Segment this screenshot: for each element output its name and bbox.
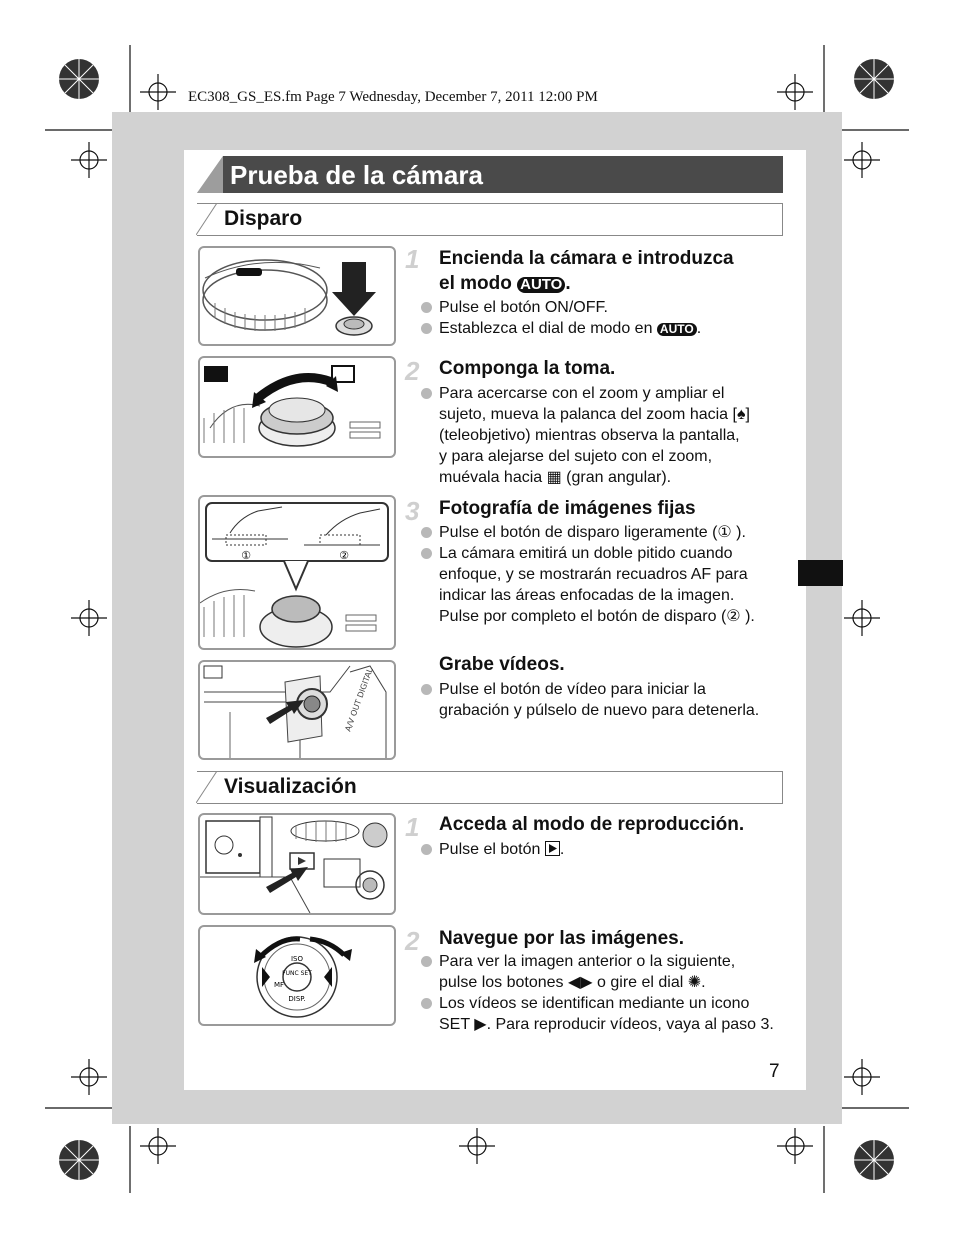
bullet-line: Los vídeos se identifican mediante un icono bbox=[439, 995, 750, 1012]
step-1-bullets bbox=[421, 297, 791, 339]
step-title-movie: Grabe vídeos. bbox=[439, 654, 565, 675]
label-av-out: A/V OUT DIGITAL bbox=[343, 666, 375, 733]
auto-mode-icon: AUTO bbox=[517, 277, 565, 293]
step-2-bullets bbox=[421, 383, 791, 488]
bullet bbox=[421, 383, 791, 488]
step-number-play-1: 1 bbox=[405, 812, 420, 842]
label-func-set: FUNC SET bbox=[282, 970, 312, 977]
step-play-1-bullets bbox=[421, 839, 791, 860]
bullet: Pulse el botón ON/OFF. bbox=[421, 297, 791, 318]
bullet-line: La cámara emitirá un doble pitido cuando bbox=[439, 545, 733, 562]
bullet-line: sujeto, mueva la palanca del zoom hacia [♠] bbox=[439, 406, 750, 423]
bullet bbox=[421, 839, 791, 860]
bullet-line: y para alejarse del sujeto con el zoom, bbox=[439, 448, 713, 465]
step-play-2-bullets bbox=[421, 951, 791, 1035]
bullet-end: . bbox=[696, 320, 702, 337]
figure-playback-button bbox=[198, 813, 396, 915]
figure-power-button bbox=[198, 246, 396, 346]
print-header: EC308_GS_ES.fm Page 7 Wednesday, December 7, 2011 12:00 PM bbox=[188, 89, 598, 105]
step-3-bullets bbox=[421, 522, 791, 627]
bullet-line: Para acercarse con el zoom y ampliar el bbox=[439, 385, 725, 402]
step-title-play-2: Navegue por las imágenes. bbox=[439, 928, 684, 949]
page-number: 7 bbox=[769, 1061, 780, 1082]
bullet bbox=[421, 679, 791, 721]
bullet-line: indicar las áreas enfocadas de la imagen. bbox=[439, 587, 735, 604]
section-corner-decoration bbox=[196, 203, 218, 236]
step-title-1-end: . bbox=[565, 273, 571, 294]
step-number-2: 2 bbox=[405, 356, 420, 386]
step-title-2: Componga la toma. bbox=[439, 358, 616, 379]
label-full-press: ② bbox=[339, 549, 349, 562]
bullet-line: (teleobjetivo) mientras observa la pantalla, bbox=[439, 427, 740, 444]
figure-zoom-lever bbox=[198, 356, 396, 458]
label-half-press: ① bbox=[241, 549, 251, 562]
step-number-3: 3 bbox=[405, 496, 420, 526]
bullet-line: pulse los botones ◀▶ o gire el dial ✺. bbox=[439, 974, 706, 991]
bullet-line: Pulse el botón de vídeo para iniciar la bbox=[439, 681, 706, 698]
auto-mode-icon: AUTO bbox=[657, 323, 697, 336]
bullet-line: Pulse por completo el botón de disparo (② ). bbox=[439, 608, 755, 625]
step-number-1: 1 bbox=[405, 244, 420, 274]
page-title: Prueba de la cámara bbox=[230, 160, 483, 190]
figure-movie-button bbox=[198, 660, 396, 760]
bullet bbox=[421, 543, 791, 627]
chapter-tab bbox=[798, 560, 843, 586]
bullet-line: grabación y púlselo de nuevo para detenerla. bbox=[439, 702, 760, 719]
step-title-play-1: Acceda al modo de reproducción. bbox=[439, 814, 745, 835]
label-iso: ISO bbox=[290, 955, 304, 963]
section-title-disparo: Disparo bbox=[224, 207, 303, 230]
playback-icon bbox=[545, 841, 560, 856]
bullet-text: Establezca el dial de modo en bbox=[439, 320, 653, 337]
figure-control-dial bbox=[198, 925, 396, 1026]
page-title-bar bbox=[197, 156, 783, 193]
bullet bbox=[421, 993, 791, 1035]
step-title-1-line-a: Encienda la cámara e introduzca bbox=[439, 248, 734, 269]
bullet-line: enfoque, y se mostrarán recuadros AF para bbox=[439, 566, 748, 583]
bullet bbox=[421, 951, 791, 993]
section-corner-decoration bbox=[196, 771, 218, 804]
figure-shutter-button bbox=[198, 495, 396, 650]
bullet-line: muévala hacia ▦ (gran angular). bbox=[439, 469, 672, 486]
bullet-line: SET ▶. Para reproducir vídeos, vaya al paso 3. bbox=[439, 1016, 774, 1033]
bullet-end: . bbox=[559, 841, 565, 858]
label-disp: DISP. bbox=[288, 995, 306, 1003]
step-title-1-line-b: el modo bbox=[439, 273, 512, 294]
title-corner-decoration bbox=[197, 156, 223, 193]
label-mf: MF bbox=[274, 981, 285, 989]
section-title-visualizacion: Visualización bbox=[224, 775, 357, 798]
section-header-visualizacion bbox=[197, 771, 783, 804]
bullet-line: Para ver la imagen anterior o la siguiente, bbox=[439, 953, 736, 970]
step-movie-bullets bbox=[421, 679, 791, 721]
step-number-play-2: 2 bbox=[405, 926, 420, 956]
bullet: Pulse el botón de disparo ligeramente (① ). bbox=[421, 522, 791, 543]
step-title-3: Fotografía de imágenes fijas bbox=[439, 498, 696, 519]
bullet bbox=[421, 318, 791, 339]
section-header-disparo bbox=[197, 203, 783, 236]
bullet-text: Pulse el botón bbox=[439, 841, 541, 858]
step-title-1 bbox=[439, 246, 734, 296]
